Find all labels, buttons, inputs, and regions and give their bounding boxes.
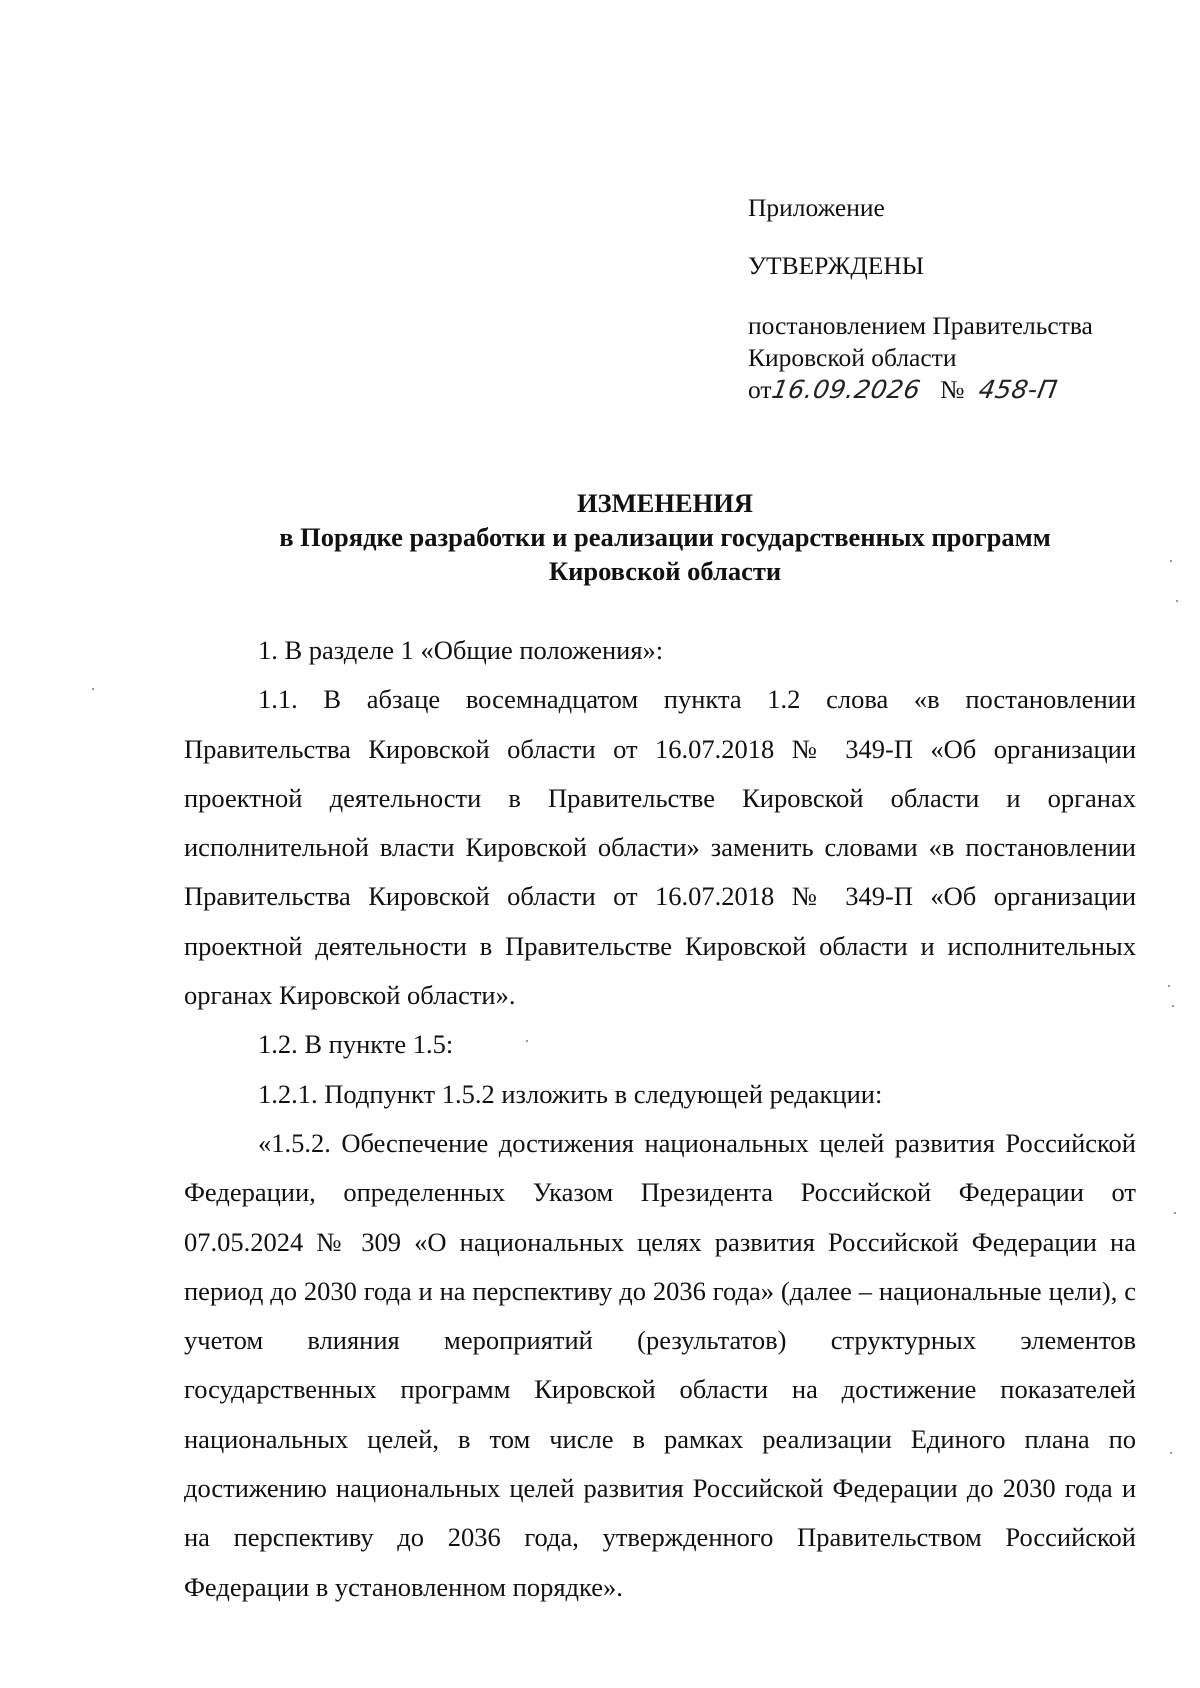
decree-line-1: постановлением Правительства [748, 311, 1093, 340]
heading-subtitle-line-2: Кировской области [548, 556, 782, 586]
scan-speck [1170, 560, 1172, 562]
heading-title: ИЗМЕНЕНИЯ [577, 488, 753, 518]
scan-speck [1168, 985, 1170, 987]
handwritten-number: 458-П [976, 375, 1060, 404]
scan-speck [92, 688, 94, 690]
annex-label: Приложение [748, 193, 885, 222]
approved-label: УТВЕРЖДЕНЫ [748, 251, 924, 280]
decree-date-line [748, 374, 1148, 406]
heading-subtitle-line-1: в Порядке разработки и реализации государственных программ [279, 522, 1051, 552]
paragraph-1-2-1: 1.2.1. Подпункт 1.5.2 изложить в следующей редакции: [258, 1078, 883, 1109]
paragraph-1-1: 1.1. В абзаце восемнадцатом пункта 1.2 слова «в постановлении Правительства Кировской области от 16.07.2018 № 349-П «Об организации проектной деятельности в Правительстве Кировской области и органах исполнительной власти Кировской области» заменить словами «в постановлении Правительства Кировской области от 16.07.2018 № 349-П «Об организации проектной деятельности в Правительстве Кировской области и исполнительных органах Кировской области». [184, 684, 1136, 1011]
date-prefix: от [748, 375, 772, 404]
number-sign: № [940, 375, 965, 404]
paragraph-1-2: 1.2. В пункте 1.5: [258, 1029, 454, 1060]
approval-block [748, 192, 1148, 406]
scan-speck [1170, 1452, 1172, 1454]
decree-line-2: Кировской области [748, 343, 957, 372]
decree-reference [748, 310, 1148, 406]
scan-speck [526, 1040, 528, 1042]
paragraph-1-5-2: «1.5.2. Обеспечение достижения национальных целей развития Российской Федерации, определенных Указом Президента Российской Федерации от 07.05.2024 № 309 «О национальных целях развития Российской Федерации на период до 2030 года и на перспективу до 2036 года» (далее – национальные цели), с учетом влияния мероприятий (результатов) структурных элементов государственных программ Кировской области на достижение показателей национальных целей, в том числе в рамках реализации Единого плана по достижению национальных целей развития Российской Федерации до 2030 года и на перспективу до 2036 года, утвержденного Правительством Российской Федерации в установленном порядке». [184, 1127, 1136, 1602]
handwritten-date: 16.09.2026 [769, 375, 923, 404]
scan-speck [1174, 1212, 1176, 1214]
paragraph-section-1: 1. В разделе 1 «Общие положения»: [258, 635, 664, 665]
document-heading [180, 486, 1150, 588]
scan-speck [1176, 600, 1178, 602]
document-body [184, 626, 1136, 1612]
scan-speck [1172, 1005, 1174, 1007]
